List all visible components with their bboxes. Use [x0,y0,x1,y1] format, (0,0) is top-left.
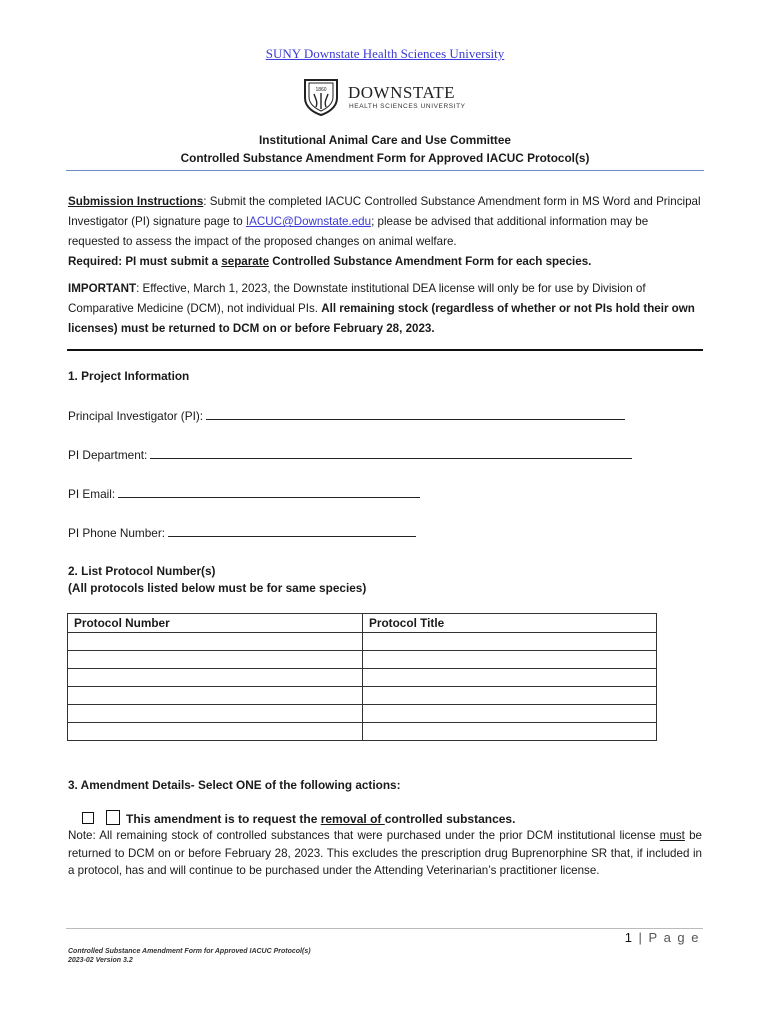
shield-seal-text: 1860 [315,87,327,93]
table-row [68,651,657,669]
table-header-row [68,614,657,633]
protocol-title-cell[interactable] [363,723,657,741]
protocol-table [67,613,657,741]
pi-phone-input-line[interactable] [168,524,416,537]
downstate-shield-icon [303,78,339,116]
section-divider [67,349,703,351]
footer-version: 2023-02 Version 3.2 [68,957,133,964]
pi-phone-label: PI Phone Number: [68,526,166,540]
table-row [68,705,657,723]
instructions-text: : Submit the completed IACUC Controlled Substance Amendment form in MS Word and Principal Investigator (PI) signature page to [68,195,701,228]
protocol-title-cell[interactable] [363,633,657,651]
section1-title: 1. Project Information [68,369,190,383]
page-number-value: 1 [624,930,634,945]
pi-name-field[interactable] [68,407,625,425]
logo-subtitle: HEALTH SCIENCES UNIVERSITY [349,103,466,110]
required-notice: Required: PI must submit a separate Controlled Substance Amendment Form for each species. [68,255,592,268]
pi-email-field[interactable] [68,485,420,503]
pi-name-label: Principal Investigator (PI): [68,409,204,423]
removal-note: Note: All remaining stock of controlled substances that were purchased under the prior DCM institutional license must be returned to DCM on or before February 28, 2023. This excludes the prescription drug Buprenorphine SR that, if included in a protocol, has and will continue to be purchased under the Attending Veterinarian’s practitioner license. [68,829,702,877]
pi-email-input-line[interactable] [118,485,420,498]
protocol-title-cell[interactable] [363,669,657,687]
page-label: | P a g e [638,930,700,945]
protocol-title-header: Protocol Title [363,614,657,633]
footer-divider [66,928,703,929]
table-row [68,669,657,687]
section2-title: 2. List Protocol Number(s) [68,564,216,578]
pi-email-label: PI Email: [68,487,116,501]
instructions-label: Submission Instructions [68,195,204,208]
pi-department-input-line[interactable] [150,446,632,459]
protocol-number-cell[interactable] [68,669,363,687]
downstate-logo [303,76,473,120]
instructions-text-cont: ; please be advised that additional information may be requested to assess the impact of the proposed changes on animal welfare. [68,215,649,248]
protocol-title-cell[interactable] [363,651,657,669]
logo-wordmark: DOWNSTATE [348,83,456,102]
important-label: IMPORTANT [68,282,137,295]
table-row [68,723,657,741]
pi-phone-field[interactable] [68,524,416,542]
protocol-title-cell[interactable] [363,705,657,723]
protocol-number-cell[interactable] [68,651,363,669]
removal-checkbox[interactable] [106,810,120,825]
table-row [68,687,657,705]
iacuc-email-link[interactable]: IACUC@Downstate.edu [245,215,372,228]
protocol-number-cell[interactable] [68,705,363,723]
bullet-checkbox-icon [82,812,94,824]
footer-form-name: Controlled Substance Amendment Form for Approved IACUC Protocol(s) [68,948,311,955]
pi-department-field[interactable] [68,446,632,464]
title-divider [66,170,704,171]
section2-subtitle: (All protocols listed below must be for same species) [68,581,367,595]
removal-option[interactable]: This amendment is to request the removal of controlled substances. [82,810,515,828]
protocol-number-cell[interactable] [68,633,363,651]
protocol-title-cell[interactable] [363,687,657,705]
protocol-number-cell[interactable] [68,723,363,741]
submission-instructions [68,192,702,252]
university-link[interactable]: SUNY Downstate Health Sciences University [265,46,505,61]
pi-department-label: PI Department: [68,448,148,462]
important-notice [68,279,702,339]
pi-name-input-line[interactable] [206,407,625,420]
important-bold-text: All remaining stock (regardless of whether or not PIs hold their own licenses) must be returned to DCM on or before February 28, 2023. [68,302,695,335]
committee-heading: Institutional Animal Care and Use Committee [259,133,511,147]
page-number [600,930,700,945]
table-row [68,633,657,651]
protocol-number-header: Protocol Number [68,614,363,633]
protocol-number-cell[interactable] [68,687,363,705]
important-text: : Effective, March 1, 2023, the Downstate institutional DEA license will only be for use by Division of Comparative Medicine (DCM), not individual PIs. [68,282,646,315]
form-title: Controlled Substance Amendment Form for Approved IACUC Protocol(s) [180,151,590,165]
section3-title: 3. Amendment Details- Select ONE of the following actions: [68,778,401,792]
